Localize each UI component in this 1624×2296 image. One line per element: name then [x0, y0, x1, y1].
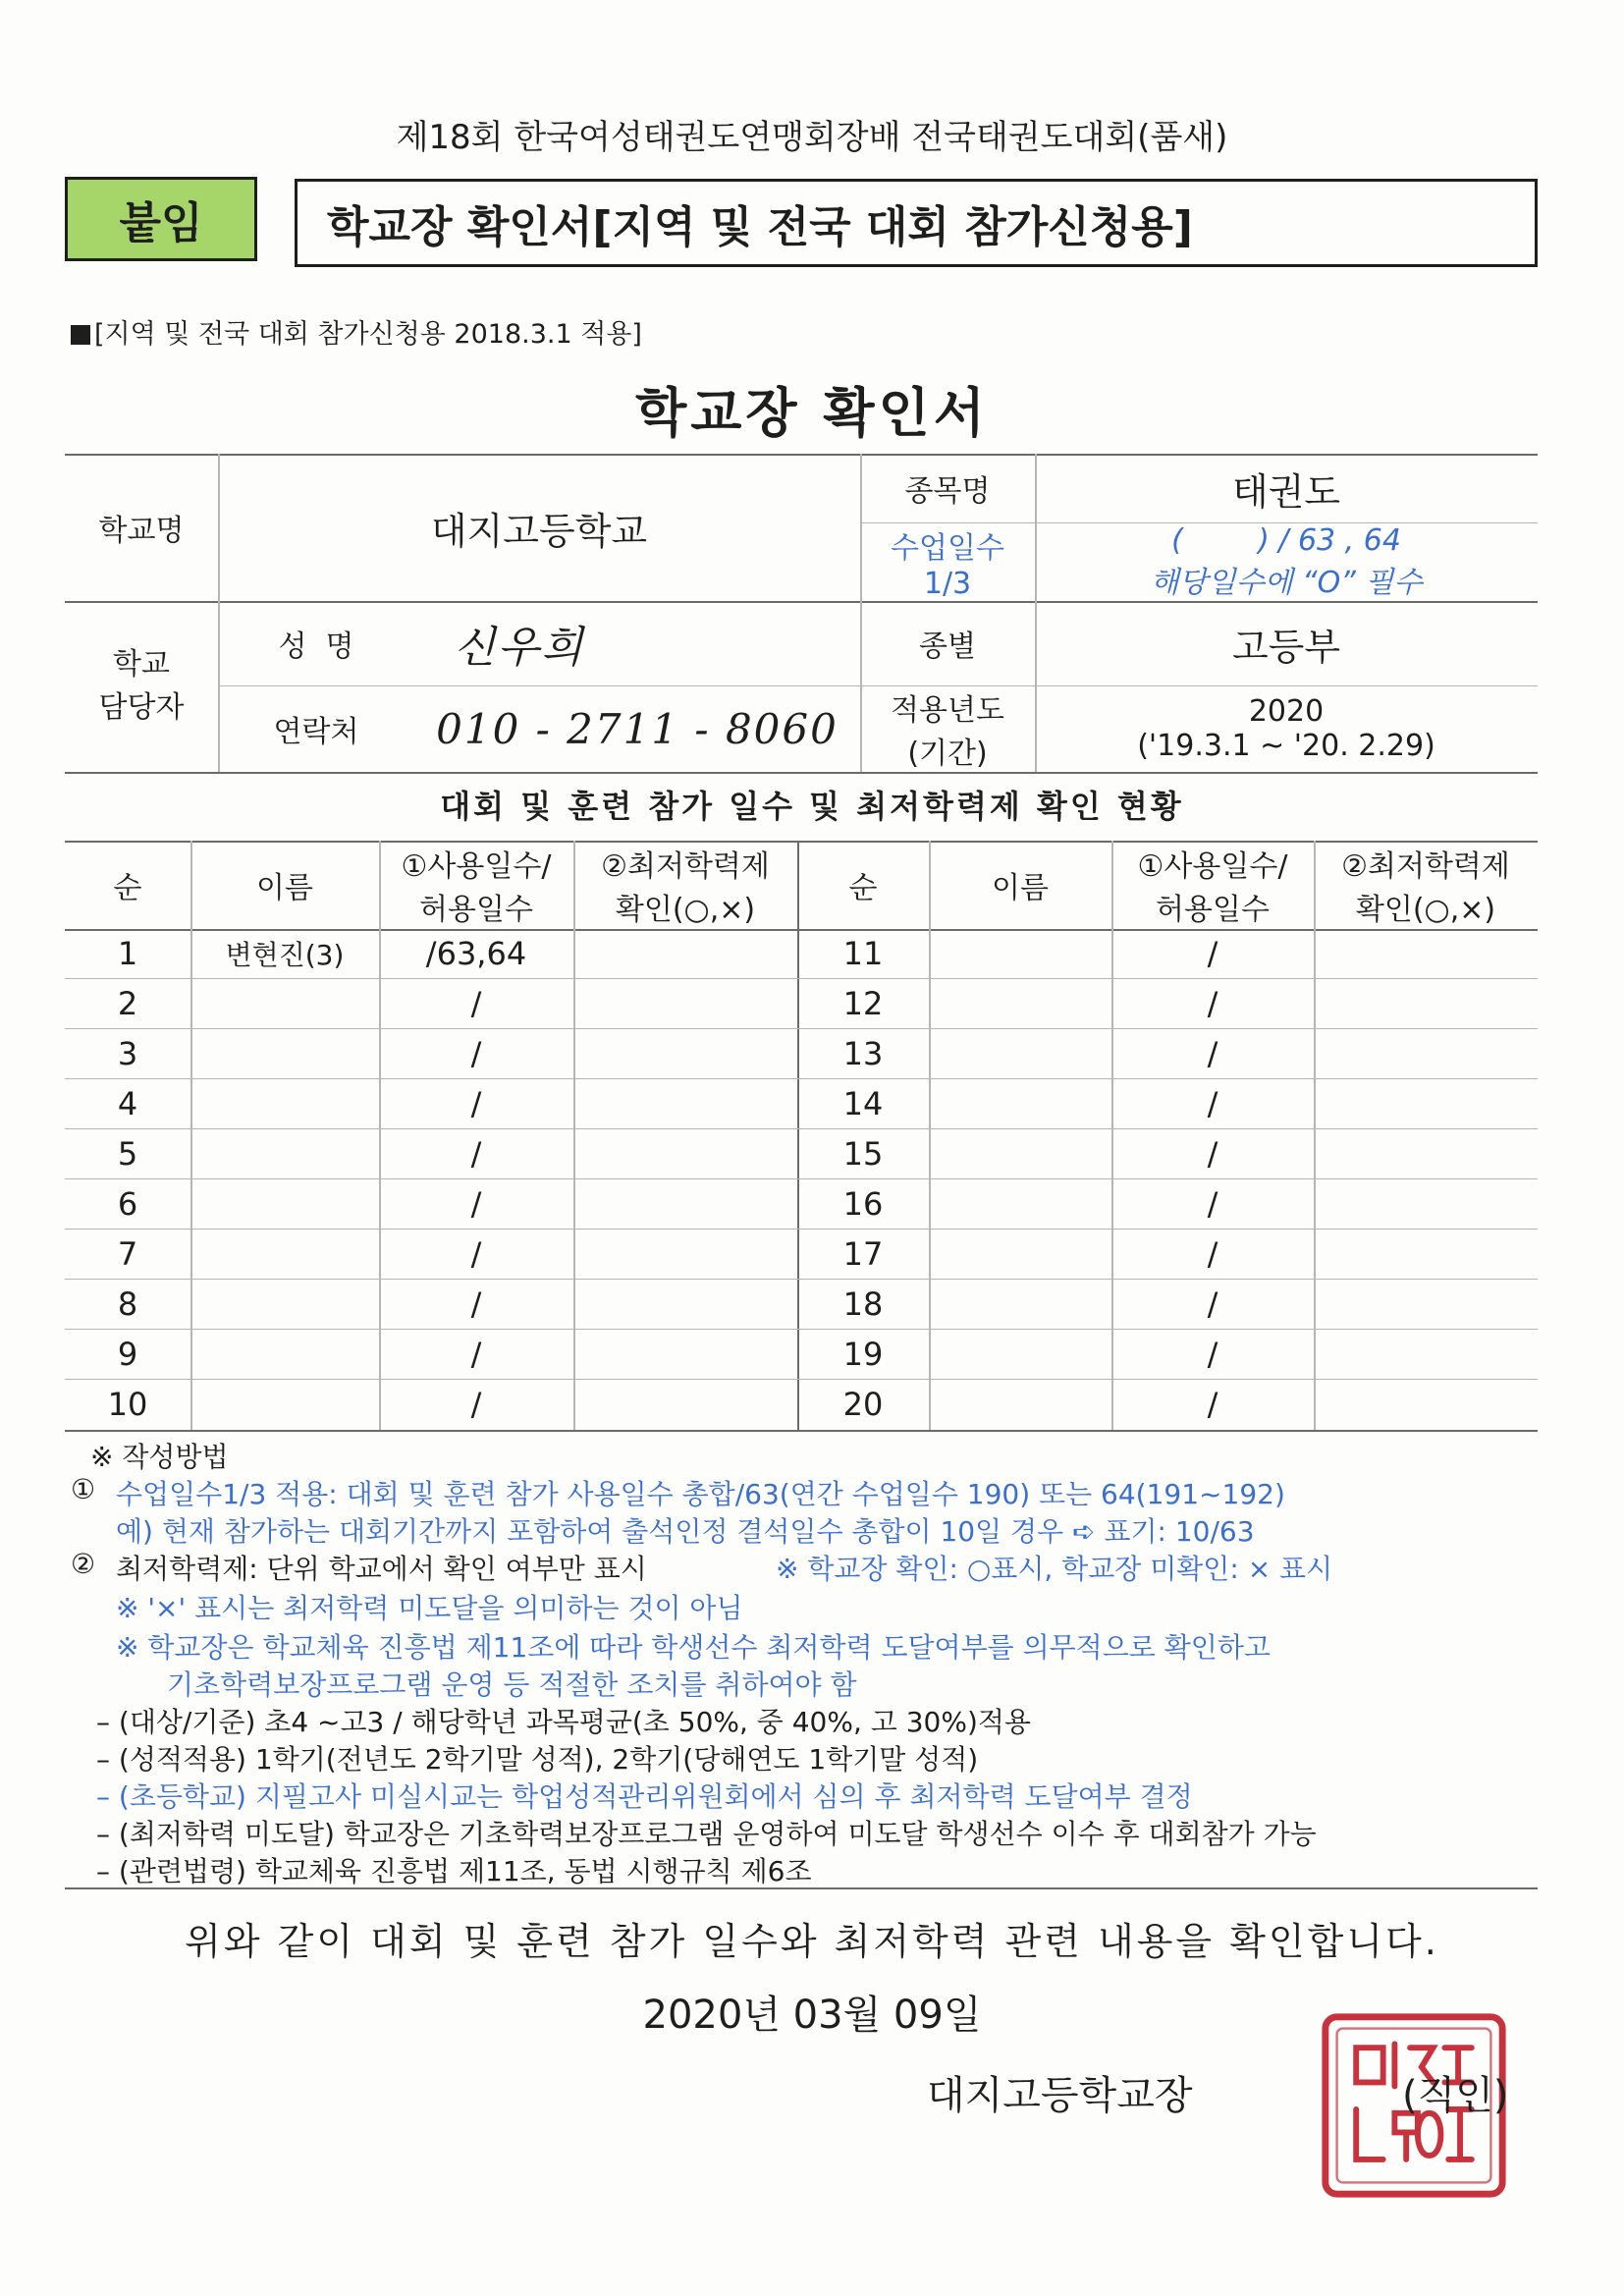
row-no: 12 — [842, 985, 884, 1022]
row-used: / — [1207, 1035, 1218, 1072]
detail-4: – (최저학력 미도달) 학교장은 기초학력보장프로그램 운영하여 미도달 학생선수 이수 후 대회참가 가능 — [96, 1818, 1317, 1850]
row-check — [1314, 1330, 1538, 1379]
row-check — [1314, 1230, 1538, 1279]
row-check — [573, 1280, 797, 1329]
apply-year-value-line2: ('19.3.1 ~ '20. 2.29) — [1137, 729, 1435, 763]
apply-year-label-line1: 적용년도 — [891, 693, 1004, 728]
row-used: / — [470, 1285, 482, 1323]
row-name — [190, 1330, 379, 1379]
contact-value: 010 - 2711 - 8060 — [436, 704, 839, 753]
header-used-days-line2: 허용일수 — [1156, 893, 1270, 927]
row-used: / — [1207, 1285, 1218, 1323]
detail-3: – (초등학교) 지필고사 미실시교는 학업성적관리위원회에서 심의 후 최저학력 도달여부 결정 — [96, 1780, 1193, 1813]
row-name — [929, 1129, 1111, 1178]
attachment-badge: 붙임 — [65, 177, 257, 261]
row-check — [573, 1380, 797, 1429]
row-no: 9 — [117, 1336, 138, 1373]
confirmation-statement: 위와 같이 대회 및 훈련 참가 일수와 최저학력 관련 내용을 확인합니다. — [185, 1920, 1439, 1963]
application-notice — [71, 312, 642, 351]
note-4-line2: 기초학력보장프로그램 운영 등 적절한 조치를 취하여야 함 — [167, 1668, 857, 1701]
row-no: 11 — [842, 935, 884, 972]
row-name — [929, 1230, 1111, 1279]
school-name-label: 학교명 — [98, 514, 185, 548]
row-name — [190, 1380, 379, 1429]
row-used: / — [1207, 1386, 1218, 1423]
manager-label — [65, 601, 218, 772]
row-used: / — [1207, 935, 1218, 972]
row-no: 6 — [117, 1185, 138, 1223]
row-used: / — [470, 1085, 482, 1122]
row-check — [1314, 979, 1538, 1028]
row-no: 20 — [842, 1386, 884, 1423]
row-name — [929, 1079, 1111, 1128]
event-label: 종목명 — [904, 474, 991, 509]
row-used: / — [470, 1336, 482, 1373]
manager-name-value: 신우희 — [454, 623, 585, 673]
row-no: 10 — [107, 1386, 148, 1423]
instructions-title: ※ 작성방법 — [90, 1441, 229, 1473]
row-used: / — [1207, 1135, 1218, 1173]
row-name — [190, 1029, 379, 1078]
row-name — [929, 1380, 1111, 1429]
class-days-value-line2: 해당일수에 “O” 필수 — [1150, 565, 1423, 600]
divider — [65, 1887, 1538, 1889]
header-used-days — [1111, 841, 1314, 929]
row-check — [1314, 1079, 1538, 1128]
row-no: 1 — [117, 935, 138, 972]
note-1-line2: 예) 현재 참가하는 대회기간까지 포함하여 출석인정 결석일수 총합이 10일 경우 ➪ 표기: 10/63 — [116, 1515, 1255, 1548]
row-check — [573, 1129, 797, 1178]
divider — [65, 772, 1538, 774]
status-section-title: 대회 및 훈련 참가 일수 및 최저학력제 확인 현황 — [440, 788, 1184, 825]
row-check — [1314, 1280, 1538, 1329]
note-3: ※ '×' 표시는 최저학력 미도달을 의미하는 것이 아님 — [116, 1592, 743, 1624]
square-bullet-icon — [71, 325, 90, 345]
row-no: 19 — [842, 1336, 884, 1373]
row-name — [190, 1280, 379, 1329]
competition-title: 제18회 한국여성태권도연맹회장배 전국태권도대회(품새) — [396, 118, 1228, 157]
apply-year-label-line2: (기간) — [907, 737, 988, 771]
note-2-tail: ※ 학교장 확인: ○표시, 학교장 미확인: × 표시 — [776, 1553, 1333, 1585]
row-name — [929, 1179, 1111, 1229]
row-check — [1314, 1179, 1538, 1229]
row-no: 2 — [117, 985, 138, 1022]
class-days-label-line2: 1/3 — [923, 566, 972, 601]
row-no: 5 — [117, 1135, 138, 1173]
header-min-academic — [573, 841, 797, 929]
category-value: 고등부 — [1231, 625, 1341, 669]
row-check — [1314, 929, 1538, 978]
row-no: 16 — [842, 1185, 884, 1223]
row-used: / — [470, 1386, 482, 1423]
row-check — [573, 1330, 797, 1379]
row-check — [573, 1230, 797, 1279]
header-used-days-line1: ①사용일수/ — [401, 849, 552, 884]
principal-title: 대지고등학교장 — [927, 2073, 1193, 2118]
row-name — [929, 1330, 1111, 1379]
row-name — [190, 1179, 379, 1229]
note-1-marker: ① — [71, 1473, 96, 1505]
detail-2: – (성적적용) 1학기(전년도 2학기말 성적), 2학기(당해연도 1학기말 성적) — [96, 1743, 979, 1776]
class-days-value-line1: ( ) / 63 , 64 — [1171, 522, 1401, 558]
header-no: 순 — [848, 871, 878, 905]
confirmation-date: 2020년 03월 09일 — [642, 1993, 982, 2038]
row-check — [1314, 1380, 1538, 1429]
class-days-label — [860, 522, 1035, 601]
row-used: / — [1207, 1235, 1218, 1273]
row-check — [1314, 1029, 1538, 1078]
note-1-line1: 수업일수1/3 적용: 대회 및 훈련 참가 사용일수 총합/63(연간 수업일수 190) 또는 64(191~192) — [116, 1478, 1285, 1510]
row-used: / — [1207, 1185, 1218, 1223]
header-min-academic-line2: 확인(○,×) — [1355, 893, 1496, 927]
contact-label: 연락처 — [273, 715, 359, 749]
row-no: 14 — [842, 1085, 884, 1122]
school-name-value: 대지고등학교 — [430, 509, 648, 553]
row-no: 17 — [842, 1235, 884, 1273]
apply-year-label — [860, 685, 1035, 772]
row-no: 7 — [117, 1235, 138, 1273]
header-no: 순 — [113, 871, 142, 905]
manager-name-label: 성 명 — [278, 629, 354, 664]
apply-year-value — [1035, 685, 1538, 772]
row-name — [929, 1029, 1111, 1078]
row-name: 변현진(3) — [225, 939, 345, 971]
class-days-label-line1: 수업일수 — [891, 530, 1004, 566]
row-used: /63,64 — [425, 935, 527, 972]
header-min-academic-line1: ②최저학력제 — [1341, 849, 1510, 884]
manager-label-line2: 담당자 — [98, 690, 185, 725]
row-no: 4 — [117, 1085, 138, 1122]
row-no: 8 — [117, 1285, 138, 1323]
apply-year-value-line1: 2020 — [1248, 694, 1325, 729]
header-used-days-line1: ①사용일수/ — [1137, 849, 1288, 884]
row-name — [929, 1280, 1111, 1329]
row-used: / — [1207, 985, 1218, 1022]
row-name — [190, 979, 379, 1028]
row-check — [573, 929, 797, 978]
header-used-days-line2: 허용일수 — [419, 893, 533, 927]
detail-5: – (관련법령) 학교체육 진흥법 제11조, 동법 시행규칙 제6조 — [96, 1855, 812, 1887]
note-2-lead: 최저학력제: 단위 학교에서 확인 여부만 표시 — [116, 1553, 647, 1585]
row-name — [190, 1129, 379, 1178]
header-name: 이름 — [256, 871, 313, 905]
row-check — [573, 1029, 797, 1078]
row-name — [190, 1230, 379, 1279]
row-check — [573, 1179, 797, 1229]
row-used: / — [470, 1235, 482, 1273]
row-name — [190, 1079, 379, 1128]
row-no: 18 — [842, 1285, 884, 1323]
row-no: 13 — [842, 1035, 884, 1072]
row-used: / — [470, 1185, 482, 1223]
row-used: / — [1207, 1336, 1218, 1373]
row-used: / — [470, 1135, 482, 1173]
row-check — [573, 979, 797, 1028]
attachment-title: 학교장 확인서[지역 및 전국 대회 참가신청용] — [295, 179, 1538, 267]
divider — [65, 1430, 1538, 1432]
header-name: 이름 — [992, 871, 1049, 905]
row-check — [573, 1079, 797, 1128]
seal-label: (직인) — [1402, 2073, 1509, 2118]
row-used: / — [470, 985, 482, 1022]
header-used-days — [379, 841, 573, 929]
form-title: 학교장 확인서 — [635, 382, 989, 444]
category-label: 종별 — [919, 629, 976, 664]
event-value: 태권도 — [1231, 469, 1341, 514]
class-days-value — [1035, 522, 1538, 601]
notice-text: [지역 및 전국 대회 참가신청용 2018.3.1 적용] — [94, 319, 642, 350]
note-4-line1: ※ 학교장은 학교체육 진흥법 제11조에 따라 학생선수 최저학력 도달여부를 의무적으로 확인하고 — [116, 1631, 1271, 1664]
row-used: / — [1207, 1085, 1218, 1122]
row-no: 3 — [117, 1035, 138, 1072]
header-min-academic-line2: 확인(○,×) — [615, 893, 756, 927]
header-min-academic — [1314, 841, 1538, 929]
row-name — [929, 979, 1111, 1028]
row-check — [1314, 1129, 1538, 1178]
header-min-academic-line1: ②최저학력제 — [601, 849, 770, 884]
row-name — [929, 929, 1111, 978]
row-used: / — [470, 1035, 482, 1072]
manager-label-line1: 학교 — [113, 647, 170, 682]
row-no: 15 — [842, 1135, 884, 1173]
note-2-marker: ② — [71, 1548, 96, 1580]
detail-1: – (대상/기준) 초4 ~고3 / 해당학년 과목평균(초 50%, 중 40%, 고 30%)적용 — [96, 1706, 1031, 1738]
